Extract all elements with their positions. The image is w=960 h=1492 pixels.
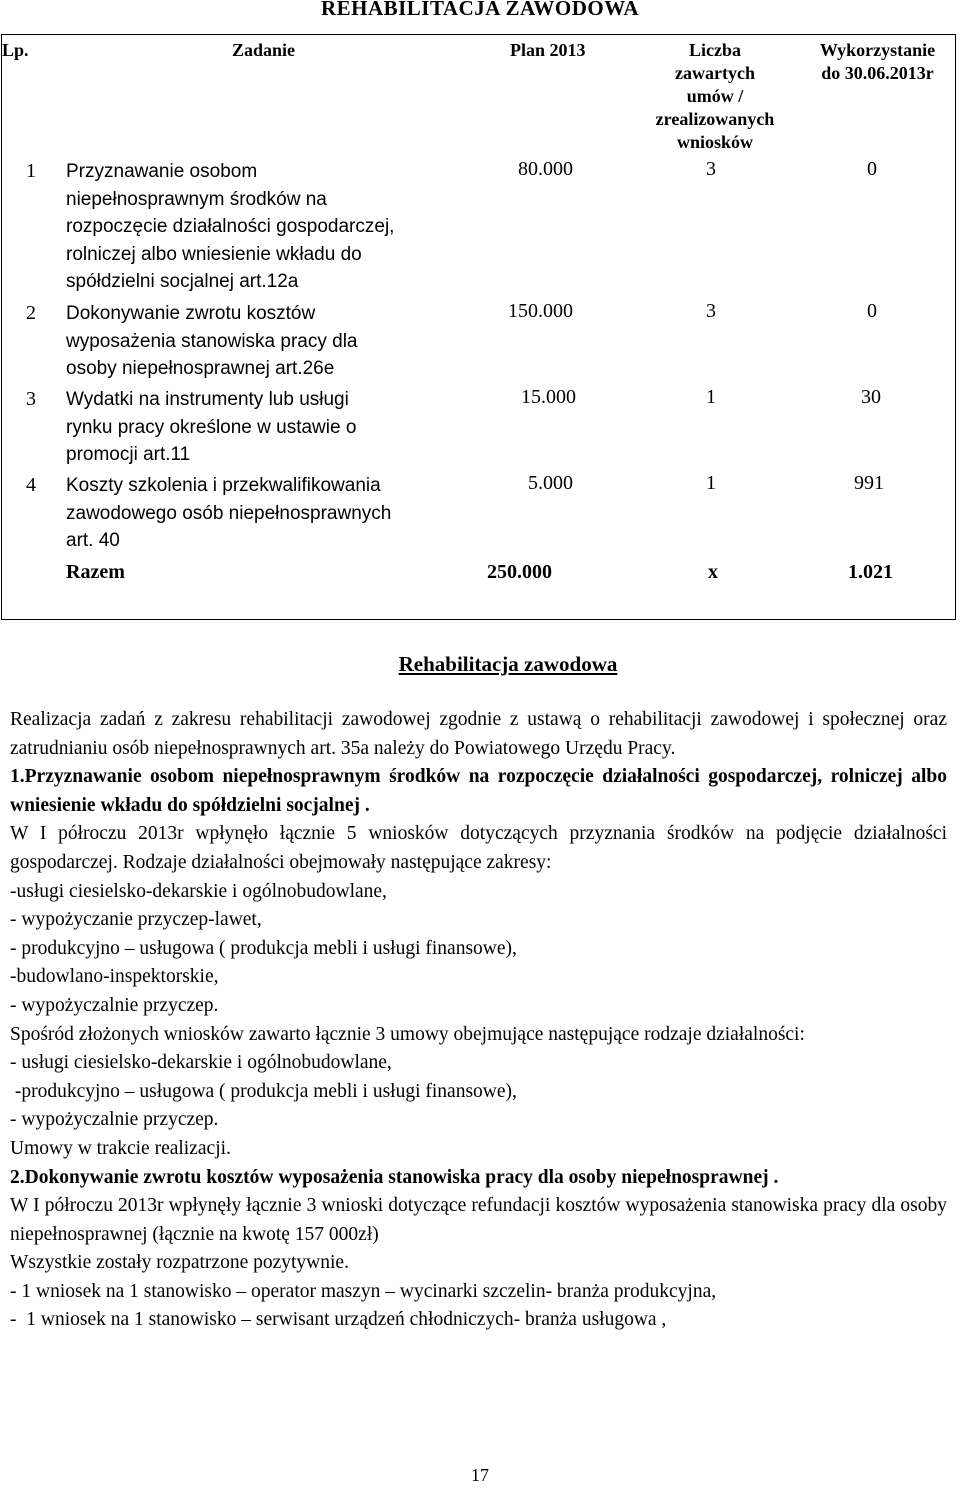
page-title: REHABILITACJA ZAWODOWA [320,0,640,20]
row-2-lp: 2 [26,302,36,324]
row-3-used: 30 [861,386,881,408]
task-line: spółdzielni socjalnej art.12a [66,271,299,292]
header-count-line: wniosków [676,132,754,152]
row-2-plan: 150.000 [508,300,573,322]
row-3-task [66,386,356,469]
paragraph: W I półroczu 2013r wpłynęło łącznie 5 wniosków dotyczących przyznania środków na podjęcie działalności gospodarczej. Rodzaje działalności obejmowały następujące zakresy: [10,823,947,873]
row-3-count: 1 [706,386,716,408]
header-used-line: do 30.06.2013r [821,63,934,83]
subsection-heading-2: 2.Dokonywanie zwrotu kosztów wyposażenia stanowiska pracy dla osoby niepełnosprawnej . [10,1166,779,1188]
subsection-heading-1: 1.Przyznawanie osobom niepełnosprawnym środków na rozpoczęcie działalności gospodarczej, rolniczej albo wniesienie wkładu do spółdzielni socjalnej . [10,766,947,816]
task-line: Wydatki na instrumenty lub usługi [66,389,349,410]
row-2-used: 0 [867,300,877,322]
row-1-plan: 80.000 [518,158,573,180]
list-item: - wypożyczalnie przyczep. [10,994,219,1016]
list-item: -produkcyjno – usługowa ( produkcja mebli i usługi finansowe), [10,1080,517,1102]
header-task: Zadanie [232,40,296,60]
header-count-line: umów / [686,86,744,106]
list-item: - 1 wniosek na 1 stanowisko – operator maszyn – wycinarki szczelin- branża produkcyjna, [10,1280,717,1302]
row-2-task [66,300,358,383]
task-line: wyposażenia stanowiska pracy dla [66,330,358,352]
header-count-line: zawartych [675,63,755,83]
page-number: 17 [471,1465,489,1485]
task-line: Koszty szkolenia i przekwalifikowania [66,475,381,496]
paragraph: Wszystkie zostały rozpatrzone pozytywnie. [10,1252,349,1274]
header-count-line: Liczba [689,40,741,60]
total-label: Razem [66,561,125,583]
row-4-used: 991 [854,472,884,494]
task-line: Przyznawanie osobom [66,161,258,182]
row-4-count: 1 [706,472,716,494]
list-item: -usługi ciesielsko-dekarskie i ogólnobudowlane, [10,880,387,902]
list-item: - wypożyczanie przyczep-lawet, [10,909,262,931]
header-lp: Lp. [2,40,29,60]
paragraph: Umowy w trakcie realizacji. [10,1137,231,1159]
section-title: Rehabilitacja zawodowa [398,652,618,676]
total-plan: 250.000 [487,561,552,583]
total-used: 1.021 [848,561,893,583]
paragraph: Spośród złożonych wniosków zawarto łącznie 3 umowy obejmujące następujące rodzaje działalności: [10,1023,805,1045]
task-line: promocji art.11 [66,444,191,465]
paragraph: W I półroczu 2013r wpłynęły łącznie 3 wnioski dotyczące refundacji kosztów wyposażenia stanowiska pracy dla osoby niepełnosprawnej (łącznie na kwotę 157 000zł) [10,1195,947,1245]
total-count: x [708,561,718,583]
task-line: rynku pracy określone w ustawie o [66,416,357,438]
row-4-plan: 5.000 [528,472,573,494]
row-1-task [66,158,394,296]
row-3-plan: 15.000 [521,386,576,408]
row-4-lp: 4 [26,474,36,496]
header-count-line: zrealizowanych [655,109,775,129]
task-line: osoby niepełnosprawnej art.26e [66,358,335,379]
list-item: - produkcyjno – usługowa ( produkcja mebli i usługi finansowe), [10,937,517,959]
list-item: - usługi ciesielsko-dekarskie i ogólnobudowlane, [10,1052,392,1074]
task-line: rolniczej albo wniesienie wkładu do [66,243,362,265]
list-item: -budowlano-inspektorskie, [10,966,219,988]
list-item: - wypożyczalnie przyczep. [10,1109,219,1131]
task-line: zawodowego osób niepełnosprawnych [66,502,392,524]
body-text [10,706,947,1335]
intro-paragraph: Realizacja zadań z zakresu rehabilitacji zawodowej zgodnie z ustawą o rehabilitacji zawodowej i społecznej oraz zatrudnianiu osób niepełnosprawnych art. 35a należy do Powiatowego Urzędu Pracy. [10,709,947,759]
task-line: rozpoczęcie działalności gospodarczej, [66,216,395,237]
task-line: Dokonywanie zwrotu kosztów [66,303,316,324]
task-line: niepełnosprawnym środków na [66,188,327,210]
header-used-line: Wykorzystanie [819,40,936,60]
row-1-used: 0 [867,158,877,180]
row-1-lp: 1 [26,160,36,182]
list-item: - 1 wniosek na 1 stanowisko – serwisant urządzeń chłodniczych- branża usługowa , [10,1309,667,1331]
row-3-lp: 3 [26,388,36,410]
row-2-count: 3 [706,300,716,322]
task-line: art. 40 [66,530,120,551]
header-plan: Plan 2013 [510,40,586,60]
header-count [640,39,790,154]
row-4-task [66,472,391,555]
header-used [805,39,950,85]
row-1-count: 3 [706,158,716,180]
